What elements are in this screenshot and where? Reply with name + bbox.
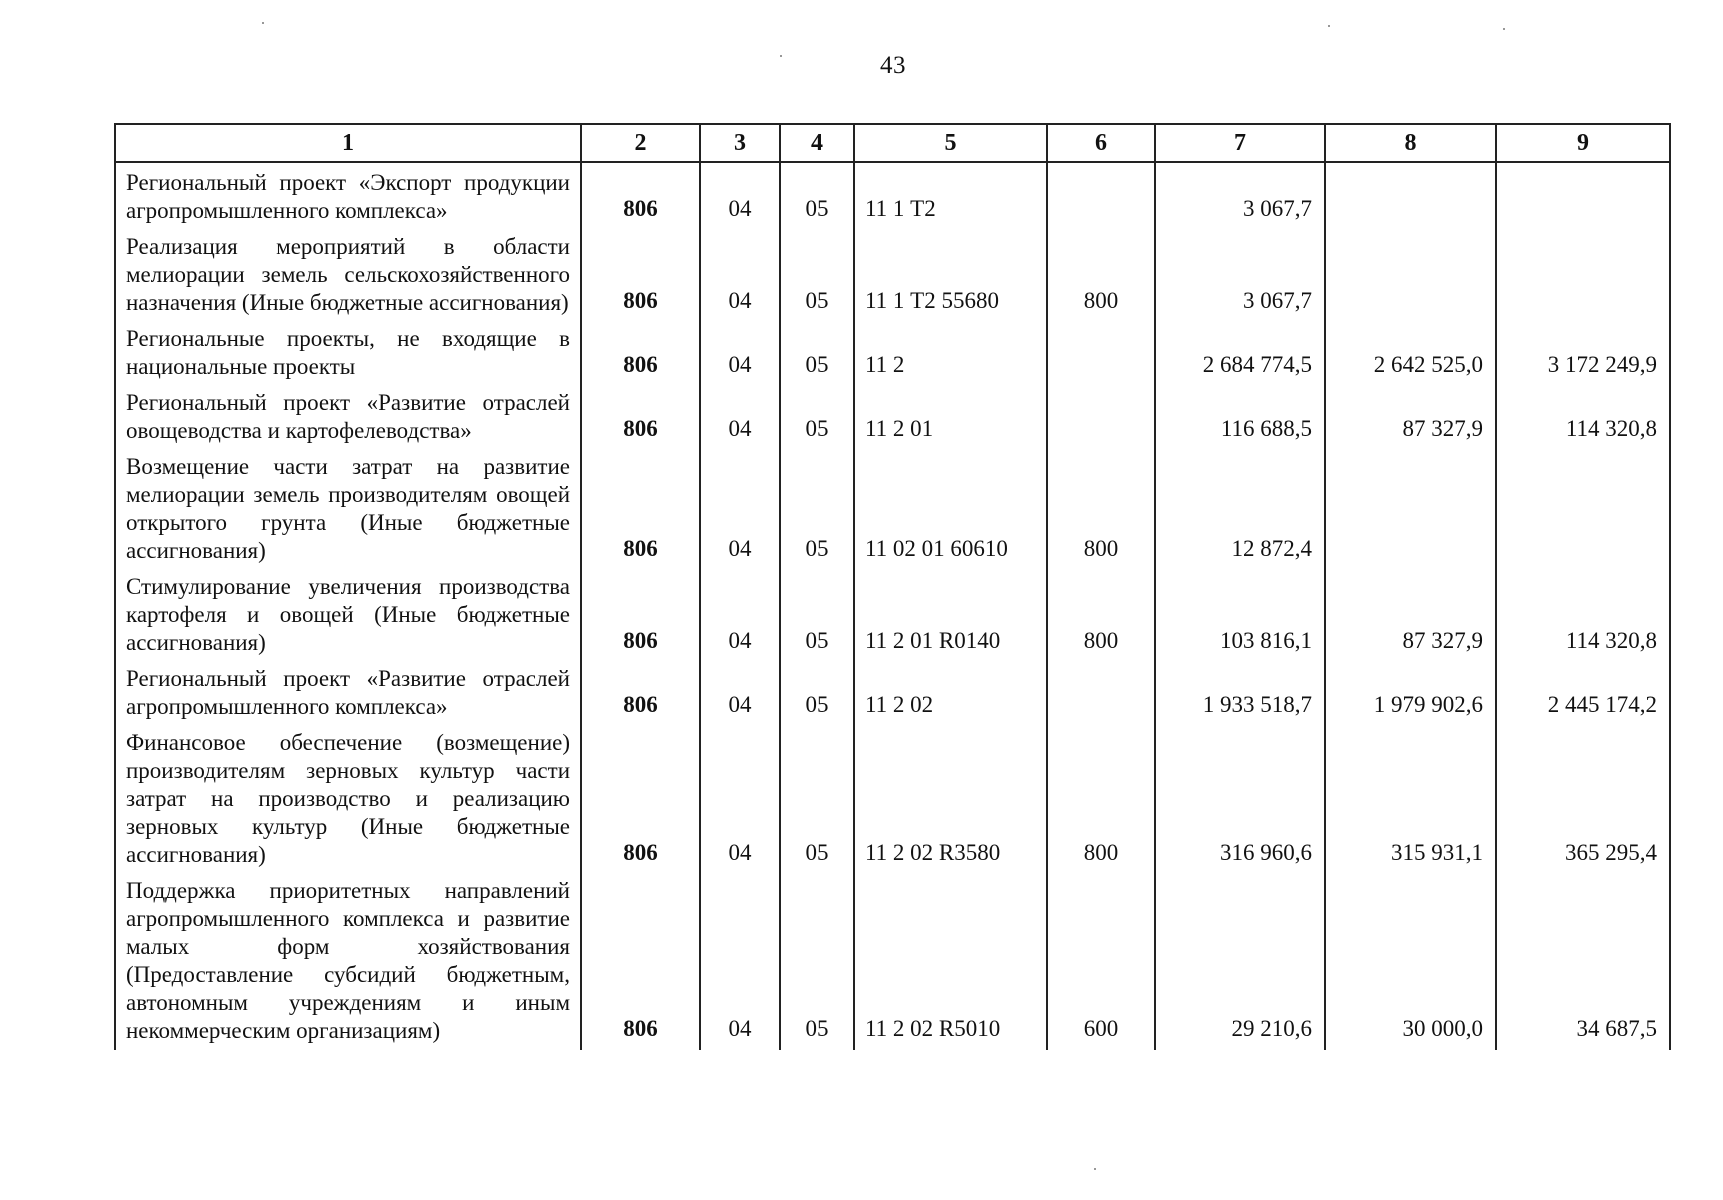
amount-col7: 2 684 774,5 — [1155, 322, 1325, 386]
grbs-code: 806 — [581, 162, 700, 230]
column-header: 1 — [115, 124, 581, 162]
row-name: Региональные проекты, не входящие в национальные проекты — [115, 322, 581, 386]
expense-type-code: 600 — [1047, 874, 1155, 1050]
amount-col8: 87 327,9 — [1325, 386, 1496, 450]
budget-table — [114, 123, 1671, 1050]
target-article-code: 11 2 02 R3580 — [854, 726, 1047, 874]
target-article-code: 11 1 Т2 55680 — [854, 230, 1047, 322]
amount-col8: 30 000,0 — [1325, 874, 1496, 1050]
amount-col9: 3 172 249,9 — [1496, 322, 1670, 386]
column-header: 3 — [700, 124, 780, 162]
column-header: 5 — [854, 124, 1047, 162]
row-name: Реализация мероприятий в области мелиорации земель сельскохозяйственного назначения (Иные бюджетные ассигнования) — [115, 230, 581, 322]
table-row — [115, 662, 1670, 726]
amount-col7: 29 210,6 — [1155, 874, 1325, 1050]
section-code: 04 — [700, 662, 780, 726]
section-code: 04 — [700, 230, 780, 322]
subsection-code: 05 — [780, 450, 854, 570]
grbs-code: 806 — [581, 450, 700, 570]
section-code: 04 — [700, 162, 780, 230]
column-header: 4 — [780, 124, 854, 162]
expense-type-code — [1047, 386, 1155, 450]
column-header: 8 — [1325, 124, 1496, 162]
row-name: Стимулирование увеличения производства картофеля и овощей (Иные бюджетные ассигнования) — [115, 570, 581, 662]
scan-speck — [262, 22, 264, 24]
target-article-code: 11 2 02 — [854, 662, 1047, 726]
amount-col9 — [1496, 162, 1670, 230]
section-code: 04 — [700, 322, 780, 386]
amount-col7: 316 960,6 — [1155, 726, 1325, 874]
row-name: Финансовое обеспечение (возмещение) производителям зерновых культур части затрат на производство и реализацию зерновых культур (Иные бюджетные ассигнования) — [115, 726, 581, 874]
amount-col8: 315 931,1 — [1325, 726, 1496, 874]
amount-col9 — [1496, 230, 1670, 322]
target-article-code: 11 2 — [854, 322, 1047, 386]
scan-speck — [1503, 28, 1505, 30]
amount-col9 — [1496, 450, 1670, 570]
amount-col8: 1 979 902,6 — [1325, 662, 1496, 726]
amount-col8: 2 642 525,0 — [1325, 322, 1496, 386]
subsection-code: 05 — [780, 386, 854, 450]
column-header: 2 — [581, 124, 700, 162]
scan-speck — [1328, 25, 1330, 27]
scan-speck — [1094, 1168, 1096, 1170]
grbs-code: 806 — [581, 230, 700, 322]
subsection-code: 05 — [780, 162, 854, 230]
amount-col8: 87 327,9 — [1325, 570, 1496, 662]
grbs-code: 806 — [581, 570, 700, 662]
section-code: 04 — [700, 874, 780, 1050]
column-header: 9 — [1496, 124, 1670, 162]
subsection-code: 05 — [780, 570, 854, 662]
expense-type-code: 800 — [1047, 230, 1155, 322]
page-number: 43 — [880, 52, 906, 79]
amount-col7: 3 067,7 — [1155, 230, 1325, 322]
grbs-code: 806 — [581, 662, 700, 726]
target-article-code: 11 1 Т2 — [854, 162, 1047, 230]
section-code: 04 — [700, 386, 780, 450]
table-row — [115, 874, 1670, 1050]
amount-col7: 1 933 518,7 — [1155, 662, 1325, 726]
amount-col8 — [1325, 230, 1496, 322]
grbs-code: 806 — [581, 726, 700, 874]
section-code: 04 — [700, 726, 780, 874]
table-row — [115, 386, 1670, 450]
amount-col9: 2 445 174,2 — [1496, 662, 1670, 726]
amount-col7: 103 816,1 — [1155, 570, 1325, 662]
expense-type-code: 800 — [1047, 570, 1155, 662]
subsection-code: 05 — [780, 726, 854, 874]
expense-type-code — [1047, 322, 1155, 386]
target-article-code: 11 2 02 R5010 — [854, 874, 1047, 1050]
grbs-code: 806 — [581, 322, 700, 386]
amount-col7: 12 872,4 — [1155, 450, 1325, 570]
amount-col8 — [1325, 450, 1496, 570]
row-name: Региональный проект «Развитие отраслей овощеводства и картофелеводства» — [115, 386, 581, 450]
column-header: 7 — [1155, 124, 1325, 162]
target-article-code: 11 02 01 60610 — [854, 450, 1047, 570]
subsection-code: 05 — [780, 662, 854, 726]
grbs-code: 806 — [581, 386, 700, 450]
table-row — [115, 450, 1670, 570]
row-name: Региональный проект «Развитие отраслей агропромышленного комплекса» — [115, 662, 581, 726]
subsection-code: 05 — [780, 322, 854, 386]
table-row — [115, 570, 1670, 662]
subsection-code: 05 — [780, 230, 854, 322]
amount-col9: 34 687,5 — [1496, 874, 1670, 1050]
table-row — [115, 726, 1670, 874]
expense-type-code: 800 — [1047, 450, 1155, 570]
row-name: Региональный проект «Экспорт продукции агропромышленного комплекса» — [115, 162, 581, 230]
header-row — [115, 124, 1670, 162]
amount-col9: 114 320,8 — [1496, 386, 1670, 450]
table-row — [115, 322, 1670, 386]
row-name: Поддержка приоритетных направлений агропромышленного комплекса и развитие малых форм хозяйствования (Предоставление субсидий бюджетным, автономным учреждениям и иным некоммерческим организациям) — [115, 874, 581, 1050]
subsection-code: 05 — [780, 874, 854, 1050]
expense-type-code: 800 — [1047, 726, 1155, 874]
target-article-code: 11 2 01 — [854, 386, 1047, 450]
row-name: Возмещение части затрат на развитие мелиорации земель производителям овощей открытого грунта (Иные бюджетные ассигнования) — [115, 450, 581, 570]
table-row — [115, 230, 1670, 322]
amount-col9: 365 295,4 — [1496, 726, 1670, 874]
amount-col9: 114 320,8 — [1496, 570, 1670, 662]
column-header: 6 — [1047, 124, 1155, 162]
amount-col7: 116 688,5 — [1155, 386, 1325, 450]
expense-type-code — [1047, 162, 1155, 230]
grbs-code: 806 — [581, 874, 700, 1050]
amount-col7: 3 067,7 — [1155, 162, 1325, 230]
table-row — [115, 162, 1670, 230]
amount-col8 — [1325, 162, 1496, 230]
section-code: 04 — [700, 450, 780, 570]
expense-type-code — [1047, 662, 1155, 726]
target-article-code: 11 2 01 R0140 — [854, 570, 1047, 662]
section-code: 04 — [700, 570, 780, 662]
